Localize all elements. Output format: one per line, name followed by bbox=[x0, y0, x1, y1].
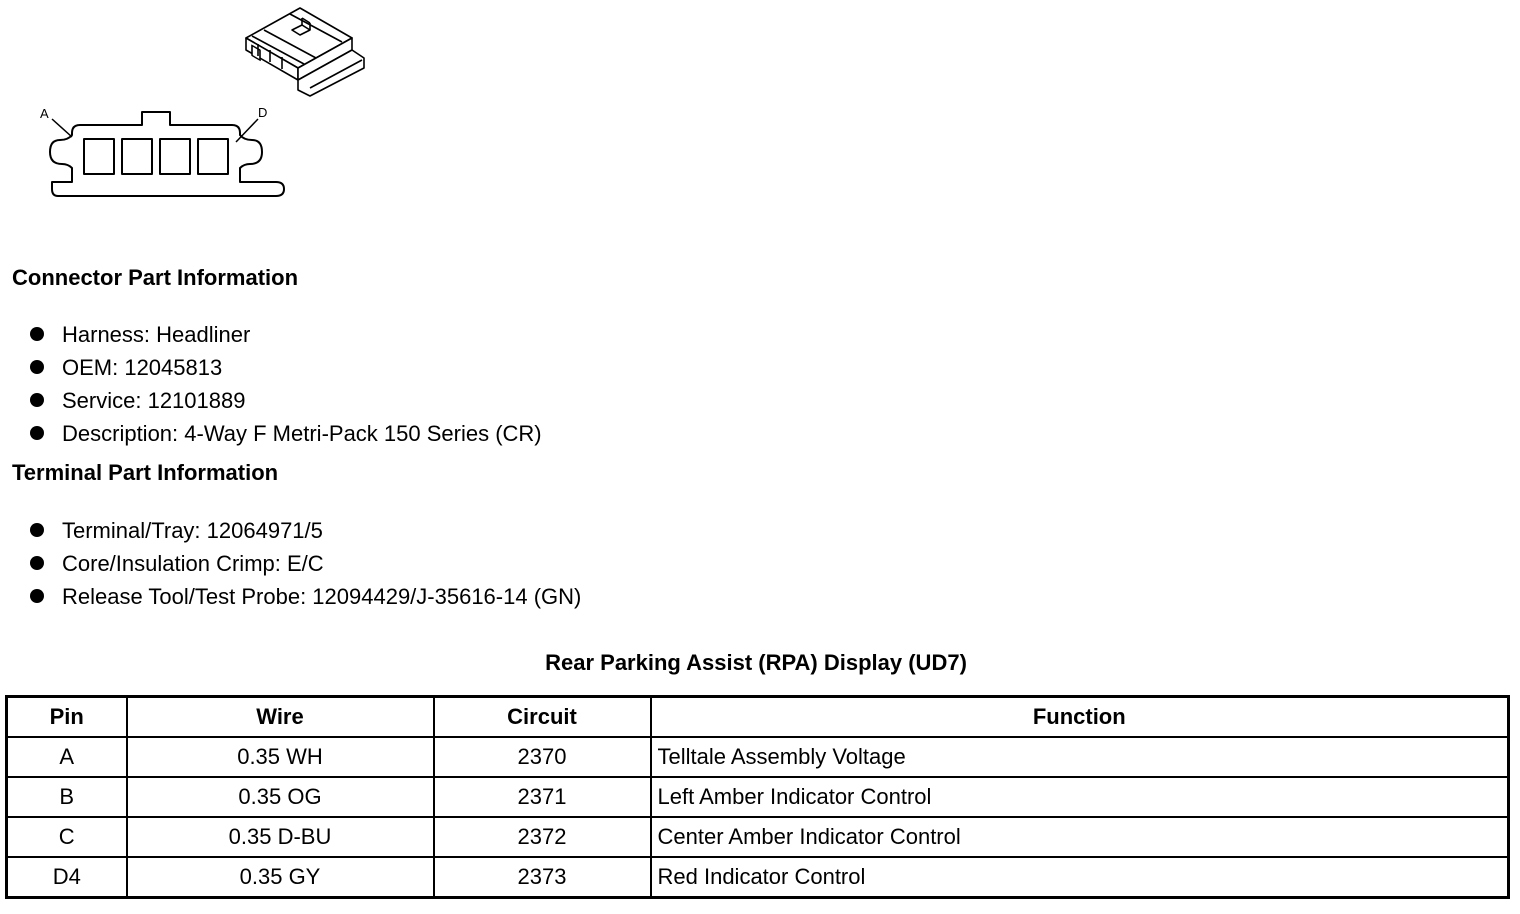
list-item-text: Service: 12101889 bbox=[62, 388, 246, 413]
list-item-text: OEM: 12045813 bbox=[62, 355, 223, 380]
connector-front-view bbox=[50, 112, 284, 196]
cell-pin: B bbox=[7, 777, 127, 817]
bullet-icon bbox=[30, 327, 44, 341]
header-pin: Pin bbox=[7, 697, 127, 738]
pin-cavity-a bbox=[84, 139, 114, 174]
pin-table bbox=[5, 695, 1510, 899]
cell-function: Red Indicator Control bbox=[651, 857, 1509, 898]
cell-pin: A bbox=[7, 737, 127, 777]
cell-function: Center Amber Indicator Control bbox=[651, 817, 1509, 857]
bullet-icon bbox=[30, 426, 44, 440]
list-item-text: Core/Insulation Crimp: E/C bbox=[62, 551, 324, 576]
list-item-text: Release Tool/Test Probe: 12094429/J-35616-14 (GN) bbox=[62, 584, 582, 609]
list-item bbox=[28, 318, 542, 351]
terminal-part-info-heading: Terminal Part Information bbox=[12, 460, 279, 485]
pin-cavity-c bbox=[160, 139, 190, 174]
table-row bbox=[7, 737, 1509, 777]
connector-3d-view bbox=[246, 8, 364, 96]
bullet-icon bbox=[30, 589, 44, 603]
list-item bbox=[28, 417, 542, 450]
pin-cavity-b bbox=[122, 139, 152, 174]
connector-drawing bbox=[0, 0, 380, 220]
bullet-icon bbox=[30, 393, 44, 407]
pin-cavity-d bbox=[198, 139, 228, 174]
list-item-text: Terminal/Tray: 12064971/5 bbox=[62, 518, 323, 543]
header-circuit: Circuit bbox=[434, 697, 651, 738]
cell-wire: 0.35 D-BU bbox=[127, 817, 434, 857]
list-item-text: Description: 4-Way F Metri-Pack 150 Series (CR) bbox=[62, 421, 542, 446]
header-wire: Wire bbox=[127, 697, 434, 738]
table-title: Rear Parking Assist (RPA) Display (UD7) bbox=[545, 650, 967, 675]
header-function: Function bbox=[651, 697, 1509, 738]
pin-label-a: A bbox=[40, 106, 49, 121]
bullet-icon bbox=[30, 360, 44, 374]
table-row bbox=[7, 817, 1509, 857]
table-row bbox=[7, 777, 1509, 817]
table-header-row bbox=[7, 697, 1509, 738]
cell-circuit: 2372 bbox=[434, 817, 651, 857]
bullet-icon bbox=[30, 556, 44, 570]
cell-circuit: 2371 bbox=[434, 777, 651, 817]
cell-function: Telltale Assembly Voltage bbox=[651, 737, 1509, 777]
cell-circuit: 2373 bbox=[434, 857, 651, 898]
bullet-icon bbox=[30, 523, 44, 537]
list-item bbox=[28, 384, 542, 417]
table-row bbox=[7, 857, 1509, 898]
cell-wire: 0.35 GY bbox=[127, 857, 434, 898]
list-item bbox=[28, 547, 581, 580]
cell-circuit: 2370 bbox=[434, 737, 651, 777]
list-item bbox=[28, 514, 581, 547]
cell-wire: 0.35 OG bbox=[127, 777, 434, 817]
connector-illustration bbox=[0, 0, 380, 220]
cell-wire: 0.35 WH bbox=[127, 737, 434, 777]
cell-function: Left Amber Indicator Control bbox=[651, 777, 1509, 817]
connector-part-info-heading: Connector Part Information bbox=[12, 265, 299, 290]
list-item bbox=[28, 351, 542, 384]
connector-part-info-list bbox=[28, 318, 542, 450]
cell-pin: D4 bbox=[7, 857, 127, 898]
list-item-text: Harness: Headliner bbox=[62, 322, 251, 347]
cell-pin: C bbox=[7, 817, 127, 857]
pin-label-d: D bbox=[258, 105, 268, 120]
terminal-part-info-list bbox=[28, 514, 581, 613]
list-item bbox=[28, 580, 581, 613]
